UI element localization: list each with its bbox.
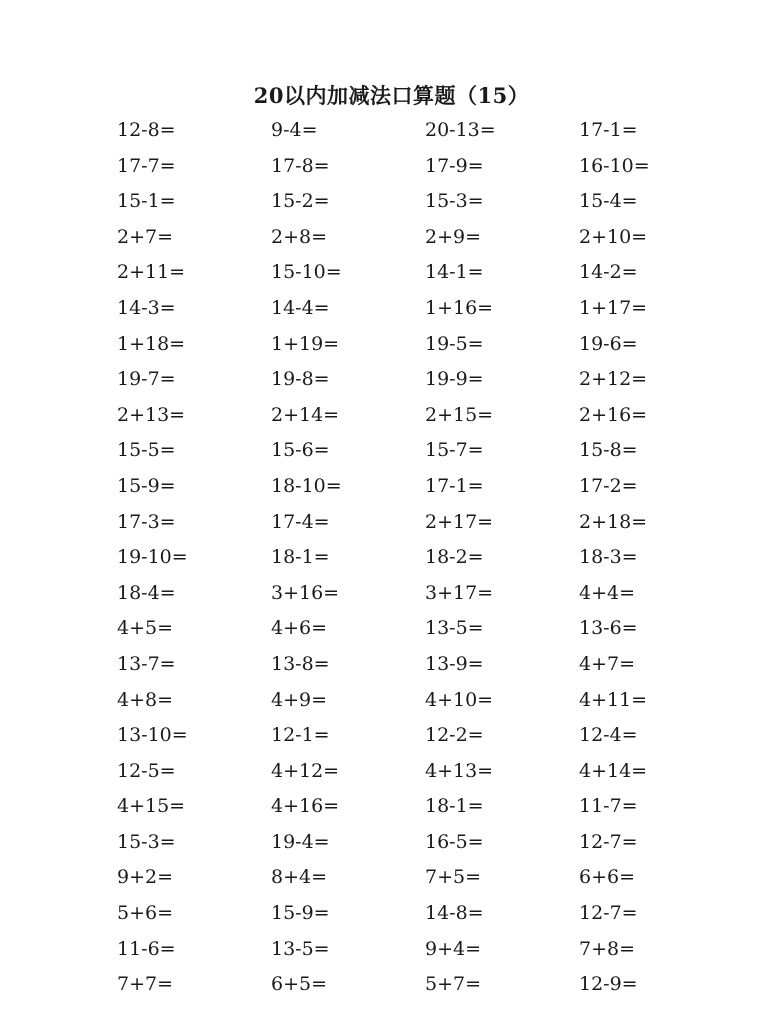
problem-item: 19-7= [117,368,176,391]
problem-item: 19-6= [579,332,638,355]
problem-item: 4+13= [425,759,494,782]
problem-item: 2+15= [425,403,494,426]
problem-item: 18-1= [271,546,330,569]
problem-item: 16-10= [579,154,650,177]
problem-item: 15-10= [271,261,342,284]
problem-item: 6+6= [579,866,636,889]
problem-item: 15-5= [117,439,176,462]
problem-item: 15-3= [117,830,176,853]
problem-item: 5+6= [117,902,174,925]
problem-item: 12-7= [579,902,638,925]
problem-item: 2+8= [271,225,328,248]
problem-item: 4+15= [117,795,186,818]
problem-item: 8+4= [271,866,328,889]
problem-item: 13-9= [425,652,484,675]
problem-item: 2+9= [425,225,482,248]
problem-grid [117,113,737,1003]
problem-item: 19-9= [425,368,484,391]
problem-item: 4+5= [117,617,174,640]
problem-item: 18-3= [579,546,638,569]
problem-item: 2+7= [117,225,174,248]
problem-item: 13-6= [579,617,638,640]
problem-item: 14-1= [425,261,484,284]
problem-item: 15-4= [579,190,638,213]
problem-item: 14-3= [117,296,176,319]
problem-item: 13-8= [271,652,330,675]
problem-item: 15-1= [117,190,176,213]
problem-item: 19-8= [271,368,330,391]
problem-item: 4+12= [271,759,340,782]
problem-item: 19-4= [271,830,330,853]
problem-item: 14-8= [425,902,484,925]
problem-item: 7+8= [579,937,636,960]
problem-item: 2+17= [425,510,494,533]
problem-item: 11-6= [117,937,176,960]
problem-item: 6+5= [271,973,328,996]
problem-item: 12-5= [117,759,176,782]
problem-item: 2+18= [579,510,648,533]
problem-item: 2+11= [117,261,186,284]
problem-item: 17-1= [579,119,638,141]
problem-item: 2+10= [579,225,648,248]
problem-item: 2+14= [271,403,340,426]
problem-item: 9+4= [425,937,482,960]
problem-item: 7+5= [425,866,482,889]
problem-item: 4+16= [271,795,340,818]
problem-item: 4+14= [579,759,648,782]
problem-item: 2+16= [579,403,648,426]
problem-item: 9-4= [271,119,318,141]
problem-item: 7+7= [117,973,174,996]
problem-item: 15-6= [271,439,330,462]
problem-item: 19-5= [425,332,484,355]
problem-item: 13-7= [117,652,176,675]
problem-item: 12-7= [579,830,638,853]
problem-item: 4+9= [271,688,328,711]
problem-item: 17-9= [425,154,484,177]
problem-item: 18-4= [117,581,176,604]
problem-item: 4+7= [579,652,636,675]
problem-item: 1+16= [425,296,494,319]
problem-item: 17-2= [579,474,638,497]
problem-item: 4+4= [579,581,636,604]
problem-item: 17-3= [117,510,176,533]
worksheet-title: 20以内加减法口算题（15） [253,83,530,108]
problem-item: 14-4= [271,296,330,319]
problem-item: 12-9= [579,973,638,996]
problem-item: 15-3= [425,190,484,213]
problem-item: 15-9= [117,474,176,497]
problem-item: 11-7= [579,795,638,818]
problem-item: 15-9= [271,902,330,925]
problem-item: 2+12= [579,368,648,391]
problem-item: 13-5= [425,617,484,640]
problem-item: 15-2= [271,190,330,213]
problem-item: 2+13= [117,403,186,426]
problem-item: 12-8= [117,119,176,141]
problem-item: 19-10= [117,546,188,569]
problem-item: 4+10= [425,688,494,711]
problem-item: 18-10= [271,474,342,497]
problem-item: 15-8= [579,439,638,462]
problem-item: 4+6= [271,617,328,640]
problem-item: 3+17= [425,581,494,604]
problem-item: 5+7= [425,973,482,996]
problem-item: 1+18= [117,332,186,355]
problem-item: 14-2= [579,261,638,284]
problem-item: 18-1= [425,795,484,818]
problem-item: 13-10= [117,724,188,747]
problem-item: 4+8= [117,688,174,711]
problem-item: 17-8= [271,154,330,177]
problem-item: 17-4= [271,510,330,533]
problem-item: 17-1= [425,474,484,497]
problem-item: 12-4= [579,724,638,747]
problem-item: 15-7= [425,439,484,462]
problem-item: 13-5= [271,937,330,960]
problem-item: 1+19= [271,332,340,355]
problem-item: 12-1= [271,724,330,747]
problem-item: 3+16= [271,581,340,604]
problem-item: 18-2= [425,546,484,569]
problem-item: 9+2= [117,866,174,889]
problem-item: 4+11= [579,688,648,711]
problem-item: 17-7= [117,154,176,177]
problem-item: 16-5= [425,830,484,853]
problem-item: 20-13= [425,119,496,141]
problem-item: 1+17= [579,296,648,319]
problem-item: 12-2= [425,724,484,747]
